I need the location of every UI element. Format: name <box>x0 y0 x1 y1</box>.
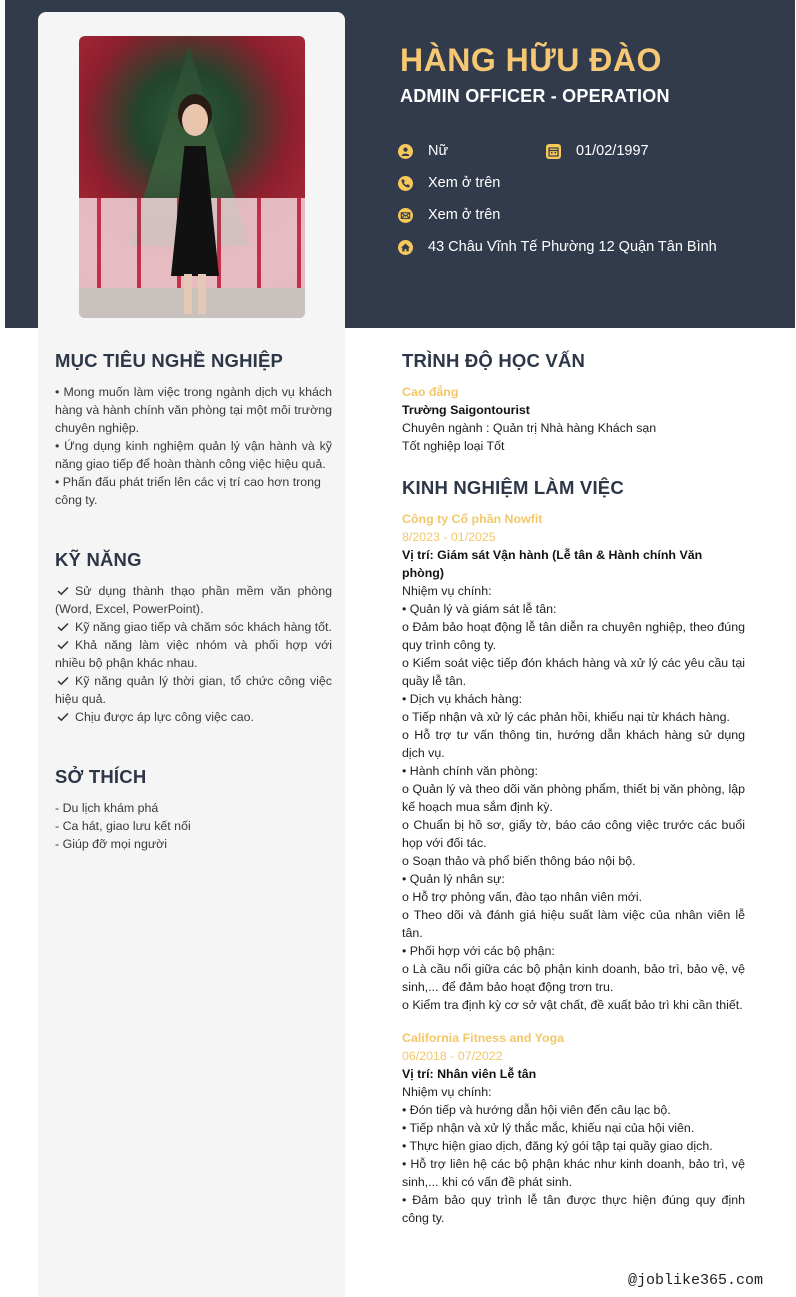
hobbies-list <box>55 799 332 853</box>
duty-line: • Thực hiện giao dịch, đăng ký gói tập tại quầy giao dịch. <box>402 1139 713 1153</box>
hobby-item: - Giúp đỡ mọi người <box>55 837 168 851</box>
education-heading: TRÌNH ĐỘ HỌC VẤN <box>402 350 586 371</box>
phone-value: Xem ở trên <box>428 175 501 191</box>
duty-line: o Theo dõi và đánh giá hiệu suất làm việc của nhân viên lễ tân. <box>402 908 745 940</box>
duty-line: • Quản lý nhân sự: <box>402 872 505 886</box>
duty-line: • Quản lý và giám sát lễ tân: <box>402 602 557 616</box>
email-value: Xem ở trên <box>428 207 501 223</box>
duty-line: • Đảm bảo quy trình lễ tân được thực hiện đúng quy định công ty. <box>402 1193 745 1225</box>
duty-line: o Đảm bảo hoạt động lễ tân diễn ra chuyên nghiệp, theo đúng quy trình công ty. <box>402 620 745 652</box>
skill-item: Sử dụng thành thạo phần mềm văn phòng (Word, Excel, PowerPoint). <box>55 584 332 616</box>
duty-line: o Kiểm soát việc tiếp đón khách hàng và xử lý các yêu cầu tại quầy lễ tân. <box>402 656 745 688</box>
address-value: 43 Châu Vĩnh Tế Phường 12 Quận Tân Bình <box>428 239 717 255</box>
objective-line: • Mong muốn làm việc trong ngành dịch vụ khách hàng và hành chính văn phòng tại một môi trường chuyên nghiệp. <box>55 385 332 435</box>
job-entry <box>402 510 745 1014</box>
duty-line: o Là cầu nối giữa các bộ phận kinh doanh, bảo trì, bảo vệ, vệ sinh,... để đảm bảo hoạt động trơn tru. <box>402 962 745 994</box>
email-row <box>398 207 500 223</box>
home-icon <box>398 240 413 255</box>
check-icon <box>57 676 69 686</box>
duty-line: o Quản lý và theo dõi văn phòng phẩm, thiết bị văn phòng, lập kế hoạch mua sắm định kỳ. <box>402 782 745 814</box>
gender-value: Nữ <box>428 143 449 159</box>
duty-line: Nhiệm vụ chính: <box>402 584 492 598</box>
gender-row <box>398 143 448 159</box>
skill-item: Kỹ năng giao tiếp và chăm sóc khách hàng tốt. <box>55 618 332 636</box>
calendar-icon <box>546 144 561 159</box>
duty-line: Nhiệm vụ chính: <box>402 1085 492 1099</box>
duty-line: • Hành chính văn phòng: <box>402 764 538 778</box>
hobby-item: - Du lịch khám phá <box>55 801 159 815</box>
skill-item: Chịu được áp lực công việc cao. <box>55 708 332 726</box>
job-company: Công ty Cổ phần Nowfit <box>402 512 543 526</box>
email-icon <box>398 208 413 223</box>
check-icon <box>57 640 69 650</box>
duty-line: o Kiểm tra định kỳ cơ sở vật chất, đề xuất bảo trì khi cần thiết. <box>402 998 743 1012</box>
hobbies-heading: SỞ THÍCH <box>55 766 147 787</box>
duty-line: o Hỗ trợ phỏng vấn, đào tạo nhân viên mới. <box>402 890 643 904</box>
check-icon <box>57 586 69 596</box>
job-position: Vị trí: Nhân viên Lễ tân <box>402 1067 537 1081</box>
education-grade: Tốt nghiệp loại Tốt <box>402 439 505 453</box>
skills-list <box>55 582 332 726</box>
duty-line: • Phối hợp với các bộ phận: <box>402 944 555 958</box>
education-block <box>402 383 745 455</box>
check-icon <box>57 712 69 722</box>
person-icon <box>398 144 413 159</box>
duty-line: o Hỗ trợ tư vấn thông tin, hướng dẫn khách hàng sử dụng dịch vụ. <box>402 728 745 760</box>
experience-heading: KINH NGHIỆM LÀM VIỆC <box>402 477 624 498</box>
job-position: Vị trí: Giám sát Vận hành (Lễ tân & Hành chính Văn phòng) <box>402 548 703 580</box>
objective-heading: MỤC TIÊU NGHỀ NGHIỆP <box>55 350 284 371</box>
job-period: 8/2023 - 01/2025 <box>402 530 496 544</box>
dob-value: 01/02/1997 <box>576 143 649 159</box>
check-icon <box>57 622 69 632</box>
job-duties <box>402 1083 745 1227</box>
skill-item: Khả năng làm việc nhóm và phối hợp với nhiều bộ phận khác nhau. <box>55 638 332 670</box>
education-school: Trường Saigontourist <box>402 403 530 417</box>
candidate-name: HÀNG HỮU ĐÀO <box>400 42 662 78</box>
skill-item: Kỹ năng quản lý thời gian, tổ chức công việc hiệu quả. <box>55 674 332 706</box>
phone-row <box>398 175 500 191</box>
address-row <box>398 239 717 255</box>
objective-text <box>55 383 332 509</box>
duty-line: • Hỗ trợ liên hệ các bộ phận khác như kinh doanh, bảo trì, vệ sinh,... khi có vấn đề phát sinh. <box>402 1157 745 1189</box>
watermark: @joblike365.com <box>628 1272 764 1289</box>
job-duties <box>402 582 745 1014</box>
job-entry <box>402 1029 745 1227</box>
job-company: California Fitness and Yoga <box>402 1031 565 1045</box>
profile-photo <box>79 36 305 318</box>
duty-line: • Tiếp nhận và xử lý thắc mắc, khiếu nại của hội viên. <box>402 1121 695 1135</box>
skills-heading: KỸ NĂNG <box>55 549 142 570</box>
duty-line: o Soạn thảo và phổ biến thông báo nội bộ. <box>402 854 636 868</box>
duty-line: • Dịch vụ khách hàng: <box>402 692 523 706</box>
education-major: Chuyên ngành : Quản trị Nhà hàng Khách sạn <box>402 421 657 435</box>
job-period: 06/2018 - 07/2022 <box>402 1049 503 1063</box>
duty-line: • Đón tiếp và hướng dẫn hội viên đến câu lạc bộ. <box>402 1103 671 1117</box>
education-level: Cao đẳng <box>402 385 459 399</box>
duty-line: o Chuẩn bị hồ sơ, giấy tờ, báo cáo công việc trước các buổi họp với đối tác. <box>402 818 745 850</box>
objective-line: • Phấn đấu phát triển lên các vị trí cao hơn trong công ty. <box>55 475 321 507</box>
job-title: ADMIN OFFICER - OPERATION <box>400 86 670 106</box>
hobby-item: - Ca hát, giao lưu kết nối <box>55 819 191 833</box>
duty-line: o Tiếp nhận và xử lý các phản hồi, khiếu nại từ khách hàng. <box>402 710 730 724</box>
objective-line: • Ứng dụng kinh nghiệm quản lý vận hành và kỹ năng giao tiếp để hoàn thành công việc hiệu quả. <box>55 439 332 471</box>
dob-row <box>546 143 649 159</box>
phone-icon <box>398 176 413 191</box>
